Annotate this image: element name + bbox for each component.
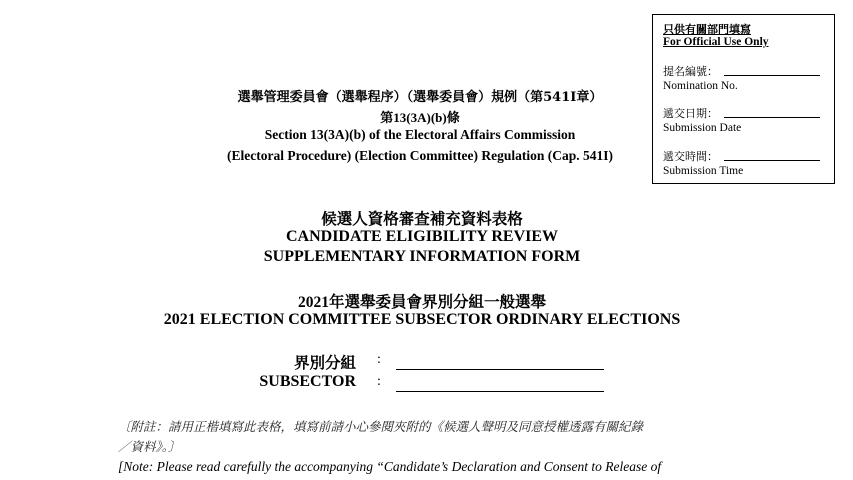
form-title-zh: 候選人資格審查補充資料表格 xyxy=(321,209,523,228)
subsector-label-zh: 界別分組 xyxy=(293,353,356,372)
official-use-heading-zh: 只供有關部門填寫 xyxy=(663,23,751,36)
official-use-heading-en: For Official Use Only xyxy=(663,36,769,48)
subsector-label-en: SUBSECTOR xyxy=(259,373,356,390)
nomination-no-field[interactable] xyxy=(663,63,828,92)
note-zh-line2: ／資料》。〕 xyxy=(118,439,181,454)
subsector-colon-zh: : xyxy=(377,352,381,367)
regulation-section-zh: 第13(3A)(b)條 xyxy=(380,110,460,125)
submission-date-line[interactable] xyxy=(724,117,820,118)
submission-date-field[interactable] xyxy=(663,105,828,134)
submission-time-line[interactable] xyxy=(724,160,820,161)
regulation-title-en-line1: Section 13(3A)(b) of the Electoral Affairs Commission xyxy=(264,127,576,142)
subsector-input-line-en[interactable] xyxy=(396,391,604,392)
subsector-input-line-zh[interactable] xyxy=(396,369,604,370)
submission-time-label-en: Submission Time xyxy=(663,165,744,177)
note-zh-line1: 〔附註：請用正楷填寫此表格，填寫前請小心參閱夾附的《候選人聲明及同意授權透露有關紀錄 xyxy=(118,419,644,434)
subsector-colon-en: : xyxy=(377,374,381,389)
form-title-en-line2: SUPPLEMENTARY INFORMATION FORM xyxy=(263,248,581,265)
regulation-title-en-line2: (Electoral Procedure) (Election Committee) Regulation (Cap. 541I) xyxy=(226,148,614,163)
election-title-en: 2021 ELECTION COMMITTEE SUBSECTOR ORDINARY ELECTIONS xyxy=(163,311,681,328)
submission-date-label-zh: 遞交日期： xyxy=(663,107,718,120)
nomination-no-label-en: Nomination No. xyxy=(663,80,738,92)
regulation-title-zh: 選舉管理委員會（選舉程序）（選舉委員會）規例（第541I章） xyxy=(237,90,603,105)
nomination-no-line[interactable] xyxy=(724,75,820,76)
submission-date-label-en: Submission Date xyxy=(663,122,742,134)
submission-time-field[interactable] xyxy=(663,148,828,177)
submission-time-label-zh: 遞交時間： xyxy=(663,150,718,163)
nomination-no-label-zh: 提名編號： xyxy=(663,65,718,78)
note-en-line1: [Note: Please read carefully the accompanying “Candidate’s Declaration and Consent to Release of xyxy=(118,459,662,474)
form-title-en-line1: CANDIDATE ELIGIBILITY REVIEW xyxy=(285,228,559,245)
official-use-box xyxy=(652,14,835,184)
election-title-zh: 2021年選舉委員會界別分組一般選舉 xyxy=(297,294,546,311)
